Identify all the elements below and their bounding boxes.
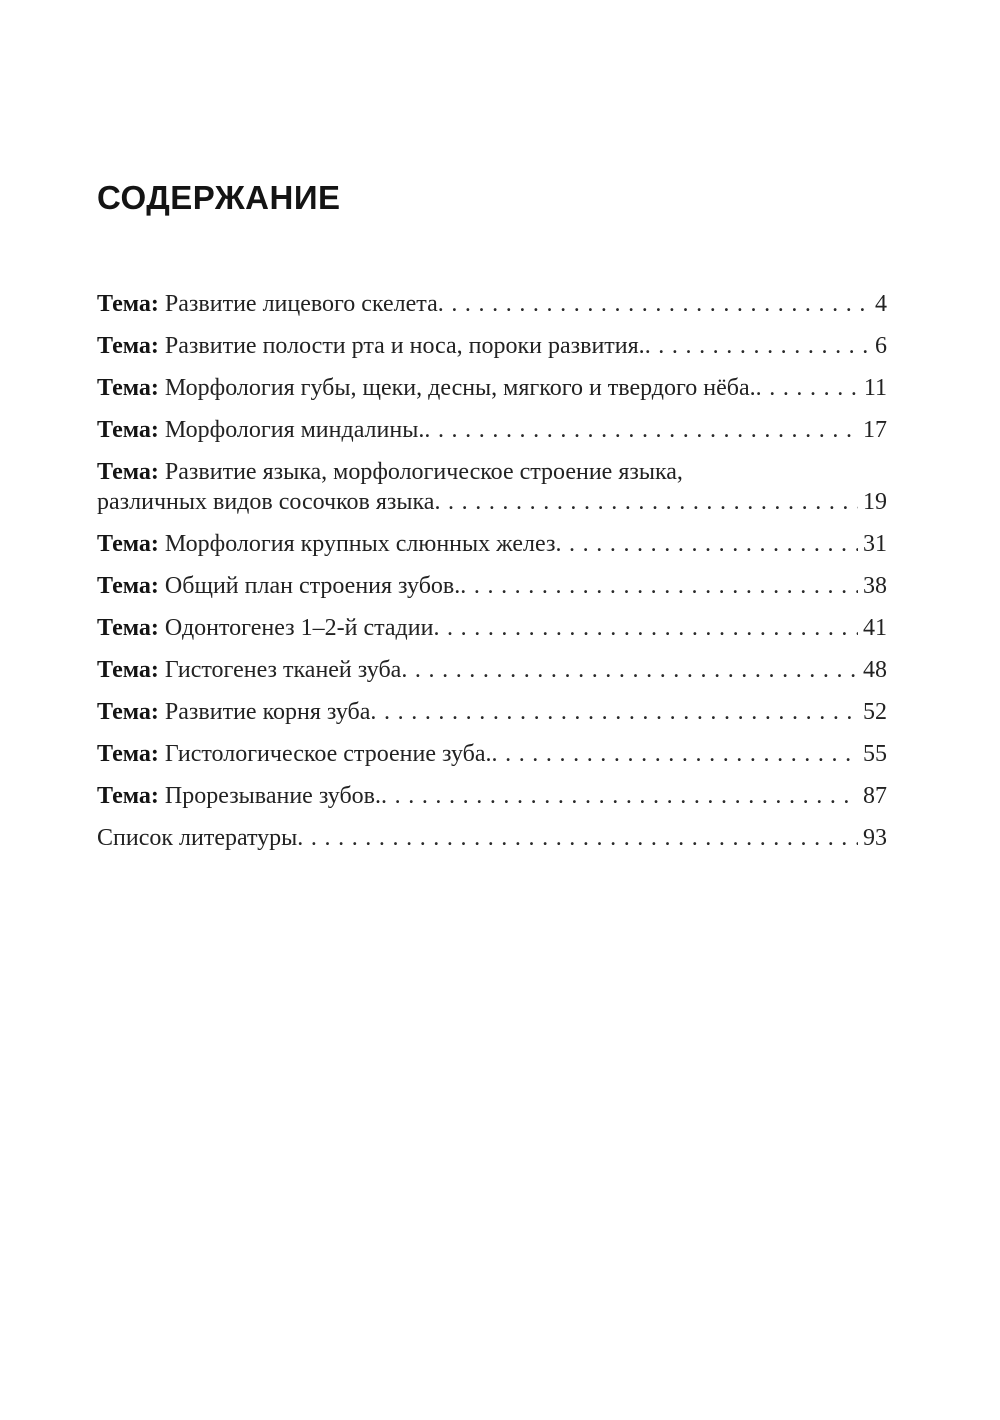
- toc-page-number: 55: [863, 741, 887, 767]
- toc-entry: [97, 697, 887, 727]
- toc-entry: [97, 373, 887, 403]
- toc-entry: [97, 529, 887, 559]
- toc-entry: [97, 655, 887, 685]
- toc-entry: [97, 739, 887, 769]
- toc-entry-prefix: Тема:: [97, 375, 159, 401]
- page-title: СОДЕРЖАНИЕ: [97, 179, 341, 216]
- dot-leader: [433, 613, 858, 643]
- toc-entry: [97, 289, 887, 319]
- toc-entry-title: Тема: Развитие лицевого скелета: [97, 291, 438, 317]
- dot-leader: [424, 415, 858, 445]
- toc-entry-title: Тема: Одонтогенез 1–2-й стадии: [97, 615, 434, 641]
- toc-page-number: 11: [863, 375, 887, 401]
- toc-page-number: 93: [863, 825, 887, 851]
- toc-entry-prefix: Тема:: [97, 783, 159, 809]
- toc-page-number: 6: [875, 333, 887, 359]
- toc-entry-title: Тема: Развитие языка, морфологическое строение языка,: [97, 459, 683, 485]
- toc-entry: [97, 781, 887, 811]
- dot-leader: [555, 529, 858, 559]
- toc-entry-title: Тема: Морфология миндалины.: [97, 417, 425, 443]
- toc-entry-prefix: Тема:: [97, 417, 159, 443]
- toc-entry-prefix: Тема:: [97, 657, 159, 683]
- toc-entry-title: Тема: Гистологическое строение зуба.: [97, 741, 492, 767]
- dot-leader: [381, 781, 858, 811]
- dot-leader: [370, 697, 858, 727]
- dot-leader: [401, 655, 858, 685]
- toc-entry-prefix: Тема:: [97, 531, 159, 557]
- toc-entry-title: Тема: Морфология губы, щеки, десны, мягкого и твердого нёба.: [97, 375, 756, 401]
- toc-entry-title: Список литературы: [97, 825, 298, 851]
- dot-leader: [434, 487, 858, 517]
- dot-leader: [460, 571, 858, 601]
- toc-entry: [97, 415, 887, 445]
- toc-page-number: 52: [863, 699, 887, 725]
- toc-entry-title-wrap: различных видов сосочков языка: [97, 489, 435, 515]
- dot-leader: [492, 739, 859, 769]
- toc-entry: [97, 457, 887, 517]
- toc-entry-prefix: Тема:: [97, 699, 159, 725]
- toc-page-number: 31: [863, 531, 887, 557]
- toc-page-number: 48: [863, 657, 887, 683]
- toc-entry-title: Тема: Общий план строения зубов.: [97, 573, 461, 599]
- toc-page-number: 4: [875, 291, 887, 317]
- toc-entry: [97, 613, 887, 643]
- toc-entry-prefix: Тема:: [97, 615, 159, 641]
- toc-entry-prefix: Тема:: [97, 333, 159, 359]
- toc-entry: [97, 331, 887, 361]
- toc-page-number: 19: [863, 489, 887, 515]
- toc-entry: [97, 571, 887, 601]
- toc-page-number: 41: [863, 615, 887, 641]
- dot-leader: [438, 289, 870, 319]
- toc-entry-prefix: Тема:: [97, 741, 159, 767]
- dot-leader: [645, 331, 870, 361]
- dot-leader: [297, 823, 858, 853]
- toc-page-number: 17: [863, 417, 887, 443]
- toc-page-number: 87: [863, 783, 887, 809]
- toc-entry-prefix: Тема:: [97, 291, 159, 317]
- toc-entry: [97, 823, 887, 853]
- toc-entry-title: Тема: Развитие корня зуба: [97, 699, 371, 725]
- toc-entry-prefix: Тема:: [97, 573, 159, 599]
- toc-entry-title: Тема: Морфология крупных слюнных желез: [97, 531, 556, 557]
- toc-page-number: 38: [863, 573, 887, 599]
- toc-entry-title: Тема: Гистогенез тканей зуба: [97, 657, 402, 683]
- dot-leader: [756, 373, 859, 403]
- toc-entry-title: Тема: Прорезывание зубов.: [97, 783, 382, 809]
- toc-entry-prefix: Тема:: [97, 459, 159, 485]
- table-of-contents: [97, 289, 887, 853]
- toc-entry-title: Тема: Развитие полости рта и носа, пороки развития.: [97, 333, 645, 359]
